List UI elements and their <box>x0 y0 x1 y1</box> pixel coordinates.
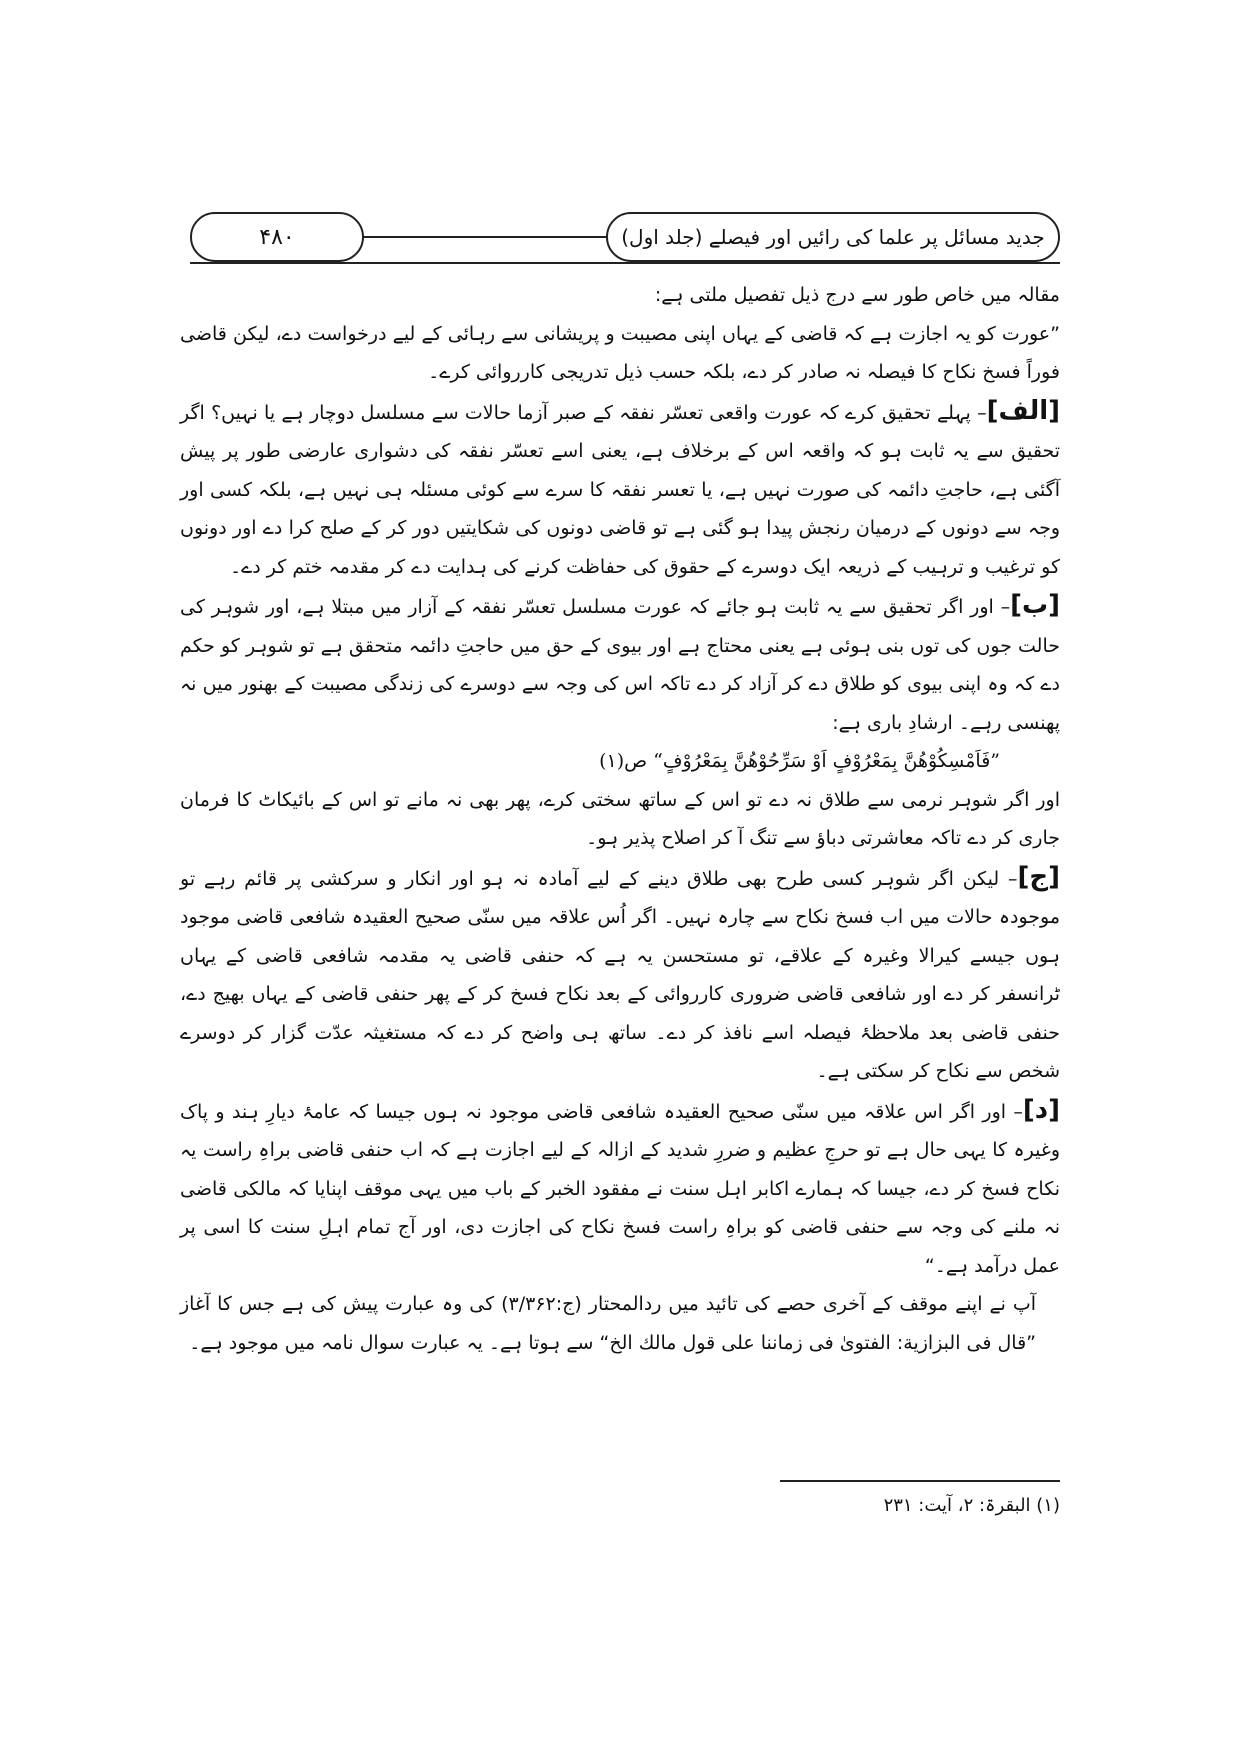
book-title: جدید مسائل پر علما کی رائیں اور فیصلے (جلد اول) <box>606 212 1060 262</box>
section-text: – اور اگر اس علاقہ میں سنّی صحیح العقیدہ شافعی قاضی موجود نہ ہوں جیسا کہ عامۂ دیارِ ہند و پاک وغیرہ کا یہی حال ہے تو حرجِ عظیم و ضررِ شدید کے ازالہ کے لیے اجازت ہے کہ اب حنفی قاضی براہِ راست یہ نکاح فسخ کر دے، جیسا کہ ہمارے اکابر اہل سنت نے مفقود الخبر کے باب میں یہی موقف اپنایا کہ مالکی قاضی نہ ملنے کی وجہ سے حنفی قاضی کو براہِ راست فسخ نکاح کی اجازت دی، اور آج تمام اہلِ سنت کا اسی پر عمل درآمد ہے۔“ <box>180 1100 1060 1277</box>
intro-paragraph: مقالہ میں خاص طور سے درج ذیل تفصیل ملتی ہے: <box>654 284 1060 306</box>
section-daal <box>180 1091 1060 1286</box>
section-alif <box>180 392 1060 587</box>
main-text <box>180 276 1060 1362</box>
running-header <box>190 212 1060 266</box>
section-text: – اور اگر تحقیق سے یہ ثابت ہو جائے کہ عورت مسلسل تعسّر نفقہ کے آزار میں مبتلا ہے، اور شوہر کی حالت جوں کی توں بنی ہوئی ہے یعنی محتاج ہے اور بیوی کے حق میں حاجتِ دائمہ متحقق ہے تو شوہر کو حکم دے کہ وہ اپنی بیوی کو طلاق دے کر آزاد کر دے تاکہ اس کی وجہ سے دوسرے کی زندگی مصیبت کے بھنور میں نہ پھنسی رہے۔ ارشادِ باری ہے: <box>180 596 1060 734</box>
after-verse-paragraph: اور اگر شوہر نرمی سے طلاق نہ دے تو اس کے ساتھ سختی کرے، پھر بھی نہ مانے تو اس کے بائیکاٹ کا فرمان جاری کر دے تاکہ معاشرتی دباؤ سے تنگ آ کر اصلاح پذیر ہو۔ <box>180 788 1060 849</box>
page-number: ۴۸۰ <box>190 212 364 262</box>
closing-paragraph: آپ نے اپنے موقف کے آخری حصے کی تائید میں ردالمحتار (ج:۳/۳۶۲) کی وہ عبارت پیش کی ہے جس کا آغاز ”قال فی البزازیة: الفتویٰ فی زماننا علی قول مالك الخ“ سے ہوتا ہے۔ یہ عبارت سوال نامہ میں موجود ہے۔ <box>180 1293 1036 1354</box>
section-marker: [ب] <box>1010 590 1060 620</box>
section-be <box>180 586 1060 742</box>
quran-verse: ”فَاَمْسِكُوْهُنَّ بِمَعْرُوْفٍ اَوْ سَرِّحُوْهُنَّ بِمَعْرُوْفٍ“ ص(۱) <box>599 750 1000 772</box>
header-rule <box>362 236 608 238</box>
section-marker: [الف] <box>986 395 1060 426</box>
header-underline <box>190 262 1060 264</box>
section-marker: [د] <box>1022 1094 1060 1125</box>
footnote-rule <box>780 1480 1060 1482</box>
section-text: – لیکن اگر شوہر کسی طرح بھی طلاق دینے کے لیے آمادہ نہ ہو اور انکار و سرکشی پر قائم رہے تو موجودہ حالات میں اب فسخ نکاح سے چارہ نہیں۔ اگر اُس علاقہ میں سنّی صحیح العقیدہ شافعی قاضی موجود ہوں جیسے کیرالا وغیرہ کے علاقے، تو مستحسن یہ ہے کہ حنفی قاضی یہ مقدمہ شافعی قاضی کے یہاں ٹرانسفر کر دے اور شافعی قاضی ضروری کارروائی کے بعد نکاح فسخ کر کے پھر حنفی قاضی کے یہاں بھیج دے، حنفی قاضی بعد ملاحظۂ فیصلہ اسے نافذ کر دے۔ ساتھ ہی واضح کر دے کہ مستغیثہ عدّت گزار کر دوسرے شخص سے نکاح کر سکتی ہے۔ <box>180 867 1060 1082</box>
section-text: – پہلے تحقیق کرے کہ عورت واقعی تعسّر نفقہ کے صبر آزما حالات سے مسلسل دوچار ہے یا نہیں؟ اگر تحقیق سے یہ ثابت ہو کہ واقعہ اس کے برخلاف ہے، یعنی اسے تعسّر نفقہ کی دشواری عارضی طور پر پیش آگئی ہے، حاجتِ دائمہ کی صورت نہیں ہے، یا تعسر نفقہ کا سرے سے کوئی مسئلہ ہی نہیں ہے، بلکہ کسی اور وجہ سے دونوں کے درمیان رنجش پیدا ہو گئی ہے تو قاضی دونوں کی شکایتیں دور کر کے صلح کرا دے اور دونوں کو ترغیب و ترہیب کے ذریعہ ایک دوسرے کے حقوق کی حفاظت کرنے کی ہدایت دے کر مقدمہ ختم کر دے۔ <box>180 401 1060 578</box>
section-jeem <box>180 858 1060 1091</box>
section-marker: [ج] <box>1017 861 1060 892</box>
quote-opening: ”عورت کو یہ اجازت ہے کہ قاضی کے یہاں اپنی مصیبت و پریشانی سے رہائی کے لیے درخواست دے، لیکن قاضی فوراً فسخ نکاح کا فیصلہ نہ صادر کر دے، بلکہ حسب ذیل تدریجی کارروائی کرے۔ <box>180 322 1060 383</box>
footnote: (۱) البقرۃ: ۲، آیت: ۲۳۱ <box>883 1495 1060 1516</box>
